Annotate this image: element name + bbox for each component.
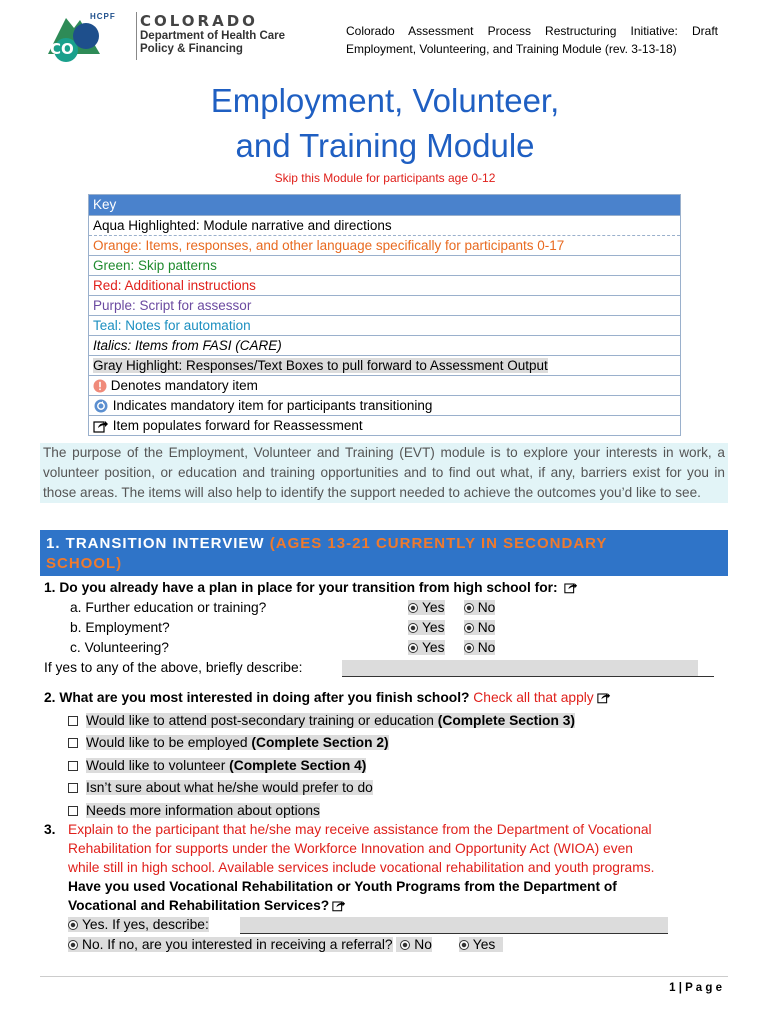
logo-colorado: COLORADO [140, 12, 258, 30]
forward-arrow-icon [93, 419, 109, 433]
checkbox-icon [68, 783, 78, 793]
checkbox-icon [68, 738, 78, 748]
checkbox-icon [68, 806, 78, 816]
q2-option-2-label: Would like to be employed [86, 735, 252, 750]
q1a-no-label: No [477, 600, 496, 615]
q3-no-option[interactable] [68, 937, 393, 952]
q2-option-4-label: Isn’t sure about what he/she would prefer to do [86, 780, 373, 795]
q2-option-1-label: Would like to attend post-secondary training or education [86, 713, 438, 728]
skip-note: Skip this Module for participants age 0-12 [274, 171, 496, 185]
q1b-yes[interactable] [408, 620, 445, 635]
q2-option-3-label: Would like to volunteer [86, 758, 230, 773]
checkbox-icon [68, 761, 78, 771]
q1c-no-label: No [477, 640, 496, 655]
logo-co-text: CO [50, 40, 74, 58]
q1a-no[interactable] [464, 600, 496, 615]
radio-icon [464, 623, 474, 633]
q1b-label: b. Employment? [70, 620, 170, 635]
key-populates: Item populates forward for Reassessment [112, 418, 363, 433]
q1c-no[interactable] [464, 640, 496, 655]
radio-icon [408, 603, 418, 613]
q1a-yes[interactable] [408, 600, 445, 615]
q3-instruction-line-2: Rehabilitation for supports under the Workforce Innovation and Opportunity Act (WIOA) even [68, 841, 633, 856]
radio-icon [459, 940, 469, 950]
radio-icon [464, 603, 474, 613]
q2-option-5-label: Needs more information about options [86, 803, 320, 818]
key-transitioning: Indicates mandatory item for participants transitioning [112, 398, 433, 413]
q1c-label: c. Volunteering? [70, 640, 169, 655]
q2-option-3-text [86, 758, 366, 773]
q2-option-2-text [86, 735, 389, 750]
key-teal: Teal: Notes for automation [89, 315, 680, 335]
radio-icon [68, 920, 78, 930]
q3-yes-option[interactable] [68, 915, 209, 935]
logo-hcpf-text: HCPF [90, 12, 116, 21]
key-transitioning-row [89, 395, 680, 415]
q1b-no[interactable] [464, 620, 496, 635]
radio-icon [408, 643, 418, 653]
radio-icon [464, 643, 474, 653]
q3-referral-yes-label: Yes [472, 937, 496, 952]
key-heading: Key [89, 195, 680, 215]
key-purple: Purple: Script for assessor [89, 295, 680, 315]
key-gray: Gray Highlight: Responses/Text Boxes to pull forward to Assessment Output [93, 358, 548, 373]
title-line-2: and Training Module [235, 127, 535, 164]
key-red: Red: Additional instructions [89, 275, 680, 295]
page-number: 1 | P a g e [669, 982, 722, 994]
section-title: 1. TRANSITION INTERVIEW [46, 535, 270, 552]
title-line-1: Employment, Volunteer, [210, 82, 560, 119]
key-gray-row [89, 355, 680, 375]
radio-icon [400, 940, 410, 950]
q1c-options [408, 638, 495, 658]
q1a-options [408, 598, 495, 618]
forward-arrow-icon [332, 899, 346, 912]
q2-option-1-text [86, 713, 575, 728]
q2-instruction: Check all that apply [469, 690, 594, 705]
q3-referral-yes[interactable] [459, 937, 503, 952]
logo-department: Department of Health Care [140, 30, 286, 42]
key-orange: Orange: Items, responses, and other language specifically for participants 0-17 [89, 235, 680, 255]
module-purpose: The purpose of the Employment, Volunteer and Training (EVT) module is to explore your interests in work, a volunteer position, or education and training opportunities and to find out what, if any, barriers exist for you in those areas. The items will also help to identify the support needed to achieve the outcomes you’d like to see. [40, 443, 728, 503]
q1b-no-label: No [477, 620, 496, 635]
logo-divider [136, 12, 137, 60]
q2-option-3[interactable] [68, 756, 366, 776]
section-ages-cont: SCHOOL) [46, 555, 123, 572]
key-green: Green: Skip patterns [89, 255, 680, 275]
key-mandatory: Denotes mandatory item [110, 378, 258, 393]
q1c-yes[interactable] [408, 640, 445, 655]
q1b-yes-label: Yes [422, 620, 445, 635]
forward-arrow-icon [597, 691, 611, 704]
q2-option-1[interactable] [68, 711, 575, 731]
q1-text-row [44, 578, 578, 598]
q2-option-2[interactable] [68, 733, 389, 753]
logo-policy: Policy & Financing [140, 43, 243, 55]
q2-text: 2. What are you most interested in doing after you finish school? [44, 690, 470, 705]
key-populates-row [89, 415, 680, 435]
q3-referral-no-label: No [414, 937, 432, 952]
q3-question-line-1: Have you used Vocational Rehabilitation or Youth Programs from the Department of [68, 879, 617, 894]
page-title [0, 78, 770, 168]
forward-arrow-icon [564, 581, 578, 594]
q3-no-label: No. If no, are you interested in receiving a referral? [82, 937, 393, 952]
q2-option-5[interactable] [68, 801, 320, 821]
section-ages: (AGES 13-21 CURRENTLY IN SECONDARY [269, 535, 608, 552]
q1-text: 1. Do you already have a plan in place for your transition from high school for: [44, 580, 558, 595]
q1-describe-field[interactable] [342, 660, 698, 677]
hcpf-logo [44, 10, 294, 66]
q1a-label: a. Further education or training? [70, 600, 267, 615]
q3-instruction-line-3: while still in high school. Available services include vocational rehabilitation and youth programs. [68, 860, 655, 875]
q1c-yes-label: Yes [422, 640, 445, 655]
key-mandatory-row [89, 375, 680, 395]
key-table [88, 194, 681, 436]
radio-icon [68, 940, 78, 950]
section-1-header [40, 530, 728, 576]
q1-describe-underline [342, 676, 714, 677]
q3-describe-field[interactable] [240, 917, 668, 934]
transition-icon [93, 399, 109, 413]
q3-yes-label: Yes. If yes, describe: [82, 917, 209, 932]
q2-option-4[interactable] [68, 778, 373, 798]
exclamation-icon [93, 379, 107, 393]
key-italic: Italics: Items from FASI (CARE) [89, 335, 680, 355]
logo-text-block [140, 12, 285, 56]
q3-question-line-2-row [68, 896, 346, 916]
q3-instruction-line-1: Explain to the participant that he/she may receive assistance from the Department of Vocational [68, 822, 652, 837]
q2-text-row [44, 688, 611, 708]
key-aqua: Aqua Highlighted: Module narrative and directions [89, 215, 680, 235]
q3-no-row [68, 935, 503, 955]
document-header: Colorado Assessment Process Restructuring Initiative: Draft Employment, Volunteering, and Training Module (rev. 3-13-18) [346, 24, 718, 56]
q3-yes-text [68, 917, 209, 932]
q1a-yes-label: Yes [422, 600, 445, 615]
q2-option-3-note: (Complete Section 4) [229, 758, 367, 773]
q3-referral-no[interactable] [396, 937, 431, 952]
q3-question-line-2: Vocational and Rehabilitation Services? [68, 898, 330, 913]
q3-describe-underline [240, 933, 668, 934]
footer-divider [40, 976, 728, 977]
q3-number: 3. [44, 822, 56, 837]
q1-describe-label: If yes to any of the above, briefly describe: [44, 660, 303, 675]
q1b-options [408, 618, 495, 638]
q2-option-2-note: (Complete Section 2) [251, 735, 389, 750]
radio-icon [408, 623, 418, 633]
checkbox-icon [68, 716, 78, 726]
q2-option-1-note: (Complete Section 3) [437, 713, 576, 728]
